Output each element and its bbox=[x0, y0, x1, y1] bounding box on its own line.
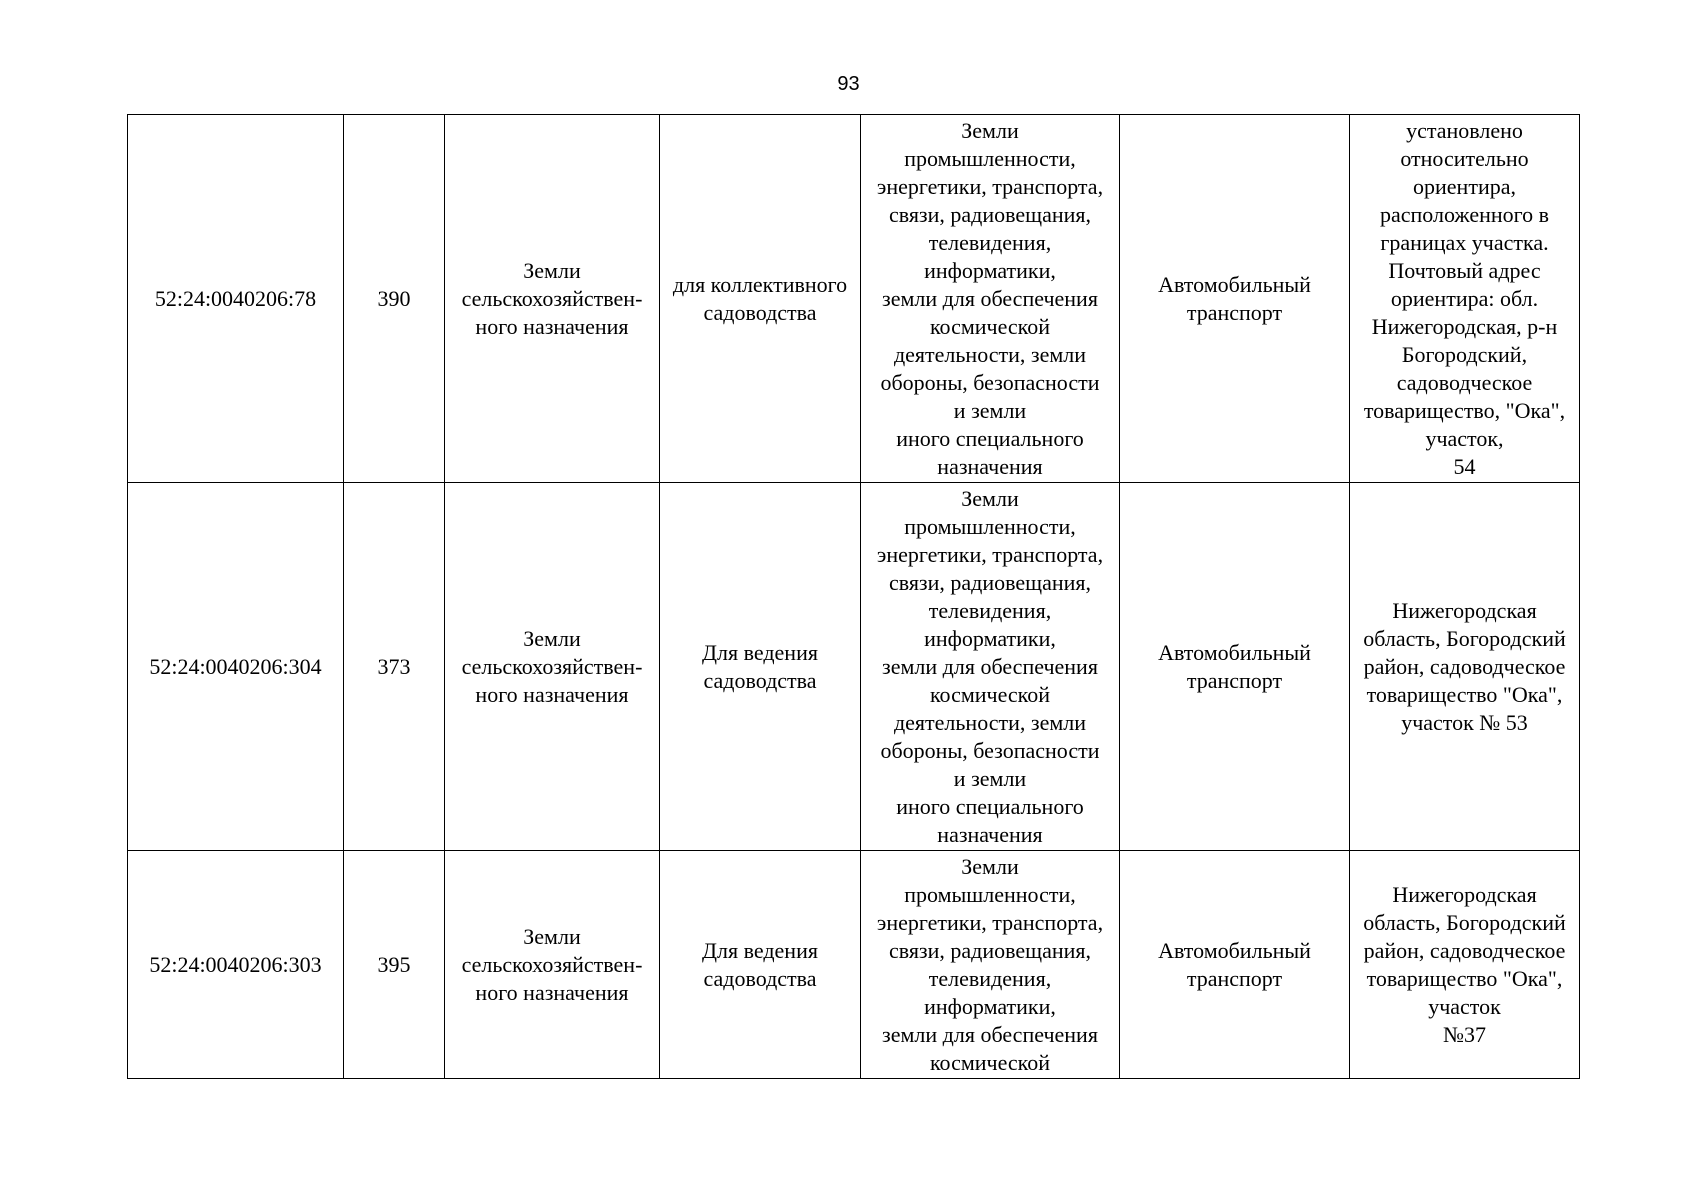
table-row bbox=[128, 851, 1580, 1079]
permitted-use-cell: Для ведения садоводства bbox=[660, 483, 861, 851]
address-cell: Нижегородская область, Богородский район, садоводческое товарищество "Ока", участок № 53 bbox=[1350, 483, 1580, 851]
permitted-use-cell: для коллективного садоводства bbox=[660, 115, 861, 483]
area-cell: 390 bbox=[344, 115, 445, 483]
transport-cell: Автомобильный транспорт bbox=[1120, 851, 1350, 1079]
land-category-cell: Земли сельскохозяйствен- ного назначения bbox=[445, 115, 660, 483]
page-number: 93 bbox=[837, 73, 860, 95]
transport-cell: Автомобильный транспорт bbox=[1120, 483, 1350, 851]
address-cell: установлено относительно ориентира, расположенного в границах участка. Почтовый адрес ориентира: обл. Нижегородская, р-н Богородский, садоводческое товарищество, "Ока", участок, 54 bbox=[1350, 115, 1580, 483]
table-row bbox=[128, 483, 1580, 851]
cadastral-number-cell: 52:24:0040206:304 bbox=[128, 483, 344, 851]
special-zone-cell: Земли промышленности, энергетики, транспорта, связи, радиовещания, телевидения, информатики, земли для обеспечения космической деятельности, земли обороны, безопасности и земли иного специального назначения bbox=[861, 115, 1120, 483]
transport-cell: Автомобильный транспорт bbox=[1120, 115, 1350, 483]
table-row bbox=[128, 115, 1580, 483]
special-zone-cell: Земли промышленности, энергетики, транспорта, связи, радиовещания, телевидения, информатики, земли для обеспечения космической деятельности, земли обороны, безопасности и земли иного специального назначения bbox=[861, 483, 1120, 851]
land-category-cell: Земли сельскохозяйствен- ного назначения bbox=[445, 483, 660, 851]
address-cell: Нижегородская область, Богородский район, садоводческое товарищество "Ока", участок №37 bbox=[1350, 851, 1580, 1079]
special-zone-cell: Земли промышленности, энергетики, транспорта, связи, радиовещания, телевидения, информатики, земли для обеспечения космической bbox=[861, 851, 1120, 1079]
cadastral-number-cell: 52:24:0040206:78 bbox=[128, 115, 344, 483]
cadastral-number-cell: 52:24:0040206:303 bbox=[128, 851, 344, 1079]
land-category-cell: Земли сельскохозяйствен- ного назначения bbox=[445, 851, 660, 1079]
permitted-use-cell: Для ведения садоводства bbox=[660, 851, 861, 1079]
area-cell: 373 bbox=[344, 483, 445, 851]
area-cell: 395 bbox=[344, 851, 445, 1079]
land-parcels-table bbox=[127, 114, 1580, 1079]
